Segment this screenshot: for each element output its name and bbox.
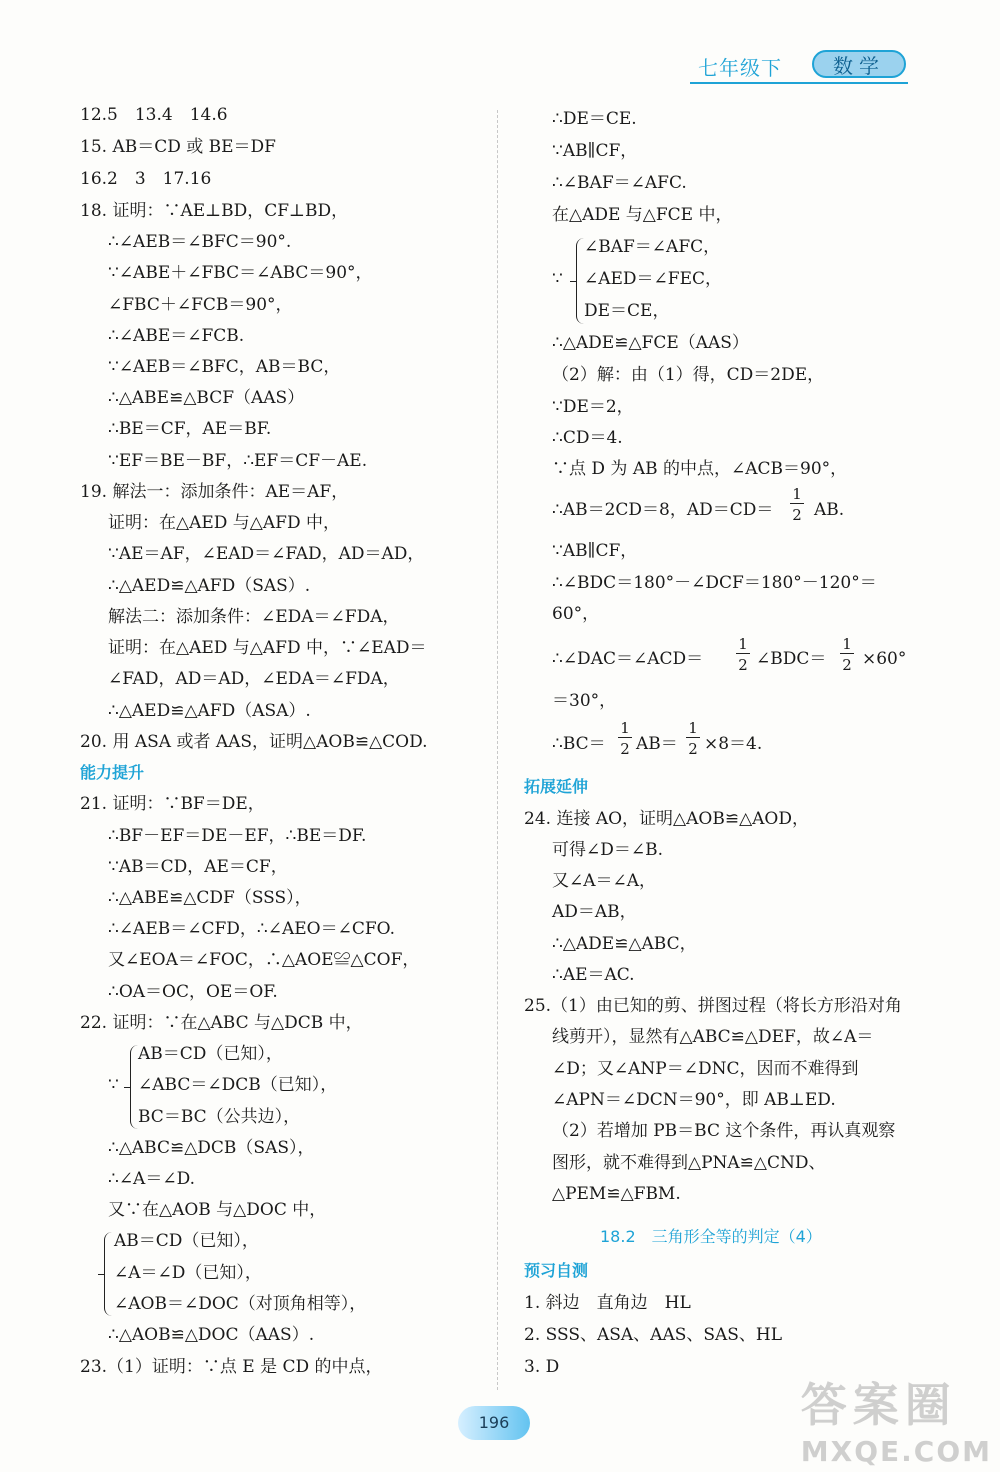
header-underline [690,82,908,84]
answer-line: ∵AB＝CD，AE＝CF， [108,857,288,877]
answer-line: ∴∠AEB＝∠BFC＝90°. [108,232,292,252]
section-heading-preview: 预习自测 [524,1261,589,1280]
answer-line: ∴∠BDC＝180°－∠DCF＝180°－120°＝ [552,573,877,593]
fraction-numerator: 1 [686,719,700,738]
answer-line: 20. 用 ASA 或者 AAS，证明△AOB≌△COD. [80,732,428,752]
answer-line: △PEM≌△FBM. [552,1184,681,1204]
section-title: 18.2 三角形全等的判定（4） [600,1227,822,1246]
fraction-denominator: 2 [738,656,748,674]
answer-line: 2. SSS、ASA、AAS、SAS、HL [524,1325,783,1345]
subject-badge: 数学 [812,50,906,78]
answer-line: ∴△ABE≌△CDF（SSS）， [108,888,312,908]
answer-line: ×8＝4. [704,734,763,754]
answer-line: 证明：在△AED 与△AFD 中， [108,513,340,533]
section-heading-extension: 拓展延伸 [524,777,589,796]
answer-line: ∴△ABE≌△BCF（AAS） [108,388,305,408]
fraction-denominator: 2 [842,656,852,674]
answer-line: ∴AB＝2CD＝8，AD＝CD＝ [552,500,774,520]
answer-line: ∴OA＝OC，OE＝OF. [108,982,278,1002]
header-bar [690,50,908,82]
answer-line: ∴BC＝ [552,734,606,754]
answer-line: ∠BDC＝ [756,649,827,669]
answer-line: ∵AB∥CF， [552,141,638,161]
answer-line: 24. 连接 AO，证明△AOB≌△AOD， [524,809,809,829]
answer-line: 又∠EOA＝∠FOC，∴△AOE≌△COF， [108,950,420,970]
answer-line: ∴AE＝AC. [552,965,635,985]
answer-line: （2）解：由（1）得，CD＝2DE， [552,365,825,385]
answer-line: 22. 证明：∵在△ABC 与△DCB 中， [80,1013,363,1033]
answer-line: 图形，就不难得到△PNA≌△CND、 [552,1153,826,1173]
fraction-denominator: 2 [620,740,630,758]
answer-line: 19. 解法一：添加条件：AE＝AF， [80,482,349,502]
watermark-text: 答案圈 [800,1378,957,1432]
answer-line: ∴△ADE≌△FCE（AAS） [552,333,749,353]
because-symbol: ∵ [552,269,563,289]
answer-line: ∵EF＝BE－BF，∴EF＝CF－AE. [108,451,368,471]
answer-line: ∵DE＝2， [552,397,634,417]
answer-line: ∴BF－EF＝DE－EF，∴BE＝DF. [108,826,367,846]
answer-line: AB＝ [636,734,678,754]
answer-line: ∠APN＝∠DCN＝90°，即 AB⊥ED. [552,1090,836,1110]
fraction-numerator: 1 [790,485,804,504]
grade-label: 七年级下 [698,56,782,80]
answer-line: ＝30°， [552,691,617,711]
answer-line: ∴△AOB≌△DOC（AAS）. [108,1325,315,1345]
answer-line: （2）若增加 PB＝BC 这个条件，再认真观察 [552,1121,896,1141]
answer-line: ∴△AED≌△AFD（SAS）. [108,576,311,596]
answer-line: 又∵在△AOB 与△DOC 中， [108,1200,327,1220]
answer-line: ∠BAF＝∠AFC， [584,237,721,257]
answer-line: ∴∠A＝∠D. [108,1169,196,1189]
watermark [801,1369,992,1468]
answer-line: 证明：在△AED 与△AFD 中，∵∠EAD＝ [108,638,427,658]
page-number: 196 [458,1406,530,1440]
answer-line: AB＝CD（已知）， [138,1044,283,1064]
answer-line: ∵AE＝AF，∠EAD＝∠FAD，AD＝AD， [108,544,425,564]
answer-line: ∵∠ABE＋∠FBC＝∠ABC＝90°， [108,263,373,283]
section-heading-ability: 能力提升 [80,763,145,782]
answer-line: ∴BE＝CF，AE＝BF. [108,419,272,439]
answer-line: ∠ABC＝∠DCB（已知）， [138,1075,338,1095]
answer-line: 线剪开），显然有△ABC≌△DEF，故∠A＝ [552,1027,874,1047]
answer-line: ∴∠DAC＝∠ACD＝ [552,649,704,669]
answer-line: ∴∠AEB＝∠CFD，∴∠AEO＝∠CFO. [108,919,395,939]
answer-line: ∴CD＝4. [552,428,623,448]
answer-line: ∴△AED≌△AFD（ASA）. [108,701,311,721]
fraction-denominator: 2 [688,740,698,758]
answer-line: ∴∠BAF＝∠AFC. [552,173,687,193]
answer-line: ∵点 D 为 AB 的中点，∠ACB＝90°， [552,459,848,479]
answer-line: AB. [814,500,845,520]
answer-line: 18. 证明：∵AE⊥BD，CF⊥BD， [80,201,349,221]
answer-line: AB＝CD（已知）， [114,1231,259,1251]
answer-line: 16.2 3 17.16 [80,169,212,189]
answer-line: 解法二：添加条件：∠EDA＝∠FDA， [108,607,400,627]
fraction-numerator: 1 [736,635,750,654]
watermark-url: MXQE.COM [800,1435,992,1468]
answer-line: 23.（1）证明：∵点 E 是 CD 的中点， [80,1357,383,1377]
fraction-numerator: 1 [840,635,854,654]
answer-line: DE＝CE， [584,301,670,321]
answer-line: 15. AB＝CD 或 BE＝DF [80,137,276,157]
brace [104,1232,113,1316]
answer-line: AD＝AB， [552,902,637,922]
answer-line: ∵∠AEB＝∠BFC，AB＝BC， [108,357,341,377]
answer-line: ×60° [862,649,907,669]
answer-line: ∴DE＝CE. [552,109,637,129]
answer-line: BC＝BC（公共边）， [138,1107,301,1127]
answer-line: ∴∠ABE＝∠FCB. [108,326,245,346]
answer-line: 在△ADE 与△FCE 中， [552,205,733,225]
answer-line: ∴△ADE≌△ABC， [552,934,697,954]
answer-line: ∠FBC＋∠FCB＝90°， [108,295,293,315]
column-divider [497,110,498,1390]
answer-line: 可得∠D＝∠B. [552,840,664,860]
answer-line: ∠D；又∠ANP＝∠DNC，因而不难得到 [552,1059,859,1079]
answer-line: ∵AB∥CF， [552,541,638,561]
because-symbol: ∵ [108,1075,119,1095]
answer-line: ∠FAD，AD＝AD，∠EDA＝∠FDA， [108,669,400,689]
answer-line: 1. 斜边 直角边 HL [524,1293,691,1313]
answer-line: 又∠A＝∠A， [552,871,657,891]
answer-line: 3. D [524,1357,560,1377]
answer-line: 25.（1）由已知的剪、拼图过程（将长方形沿对角 [524,996,902,1016]
fraction-numerator: 1 [618,719,632,738]
answer-line: ∠AOB＝∠DOC（对顶角相等）， [114,1294,367,1314]
answer-line: ∠AED＝∠FEC， [584,269,723,289]
answer-line: ∠A＝∠D（已知）， [114,1263,262,1283]
fraction-denominator: 2 [792,506,802,524]
answer-line: ∴△ABC≌△DCB（SAS）， [108,1138,315,1158]
answer-line: 60°， [552,604,600,624]
answer-line: 21. 证明：∵BF＝DE， [80,794,265,814]
answer-line: 12.5 13.4 14.6 [80,105,228,125]
